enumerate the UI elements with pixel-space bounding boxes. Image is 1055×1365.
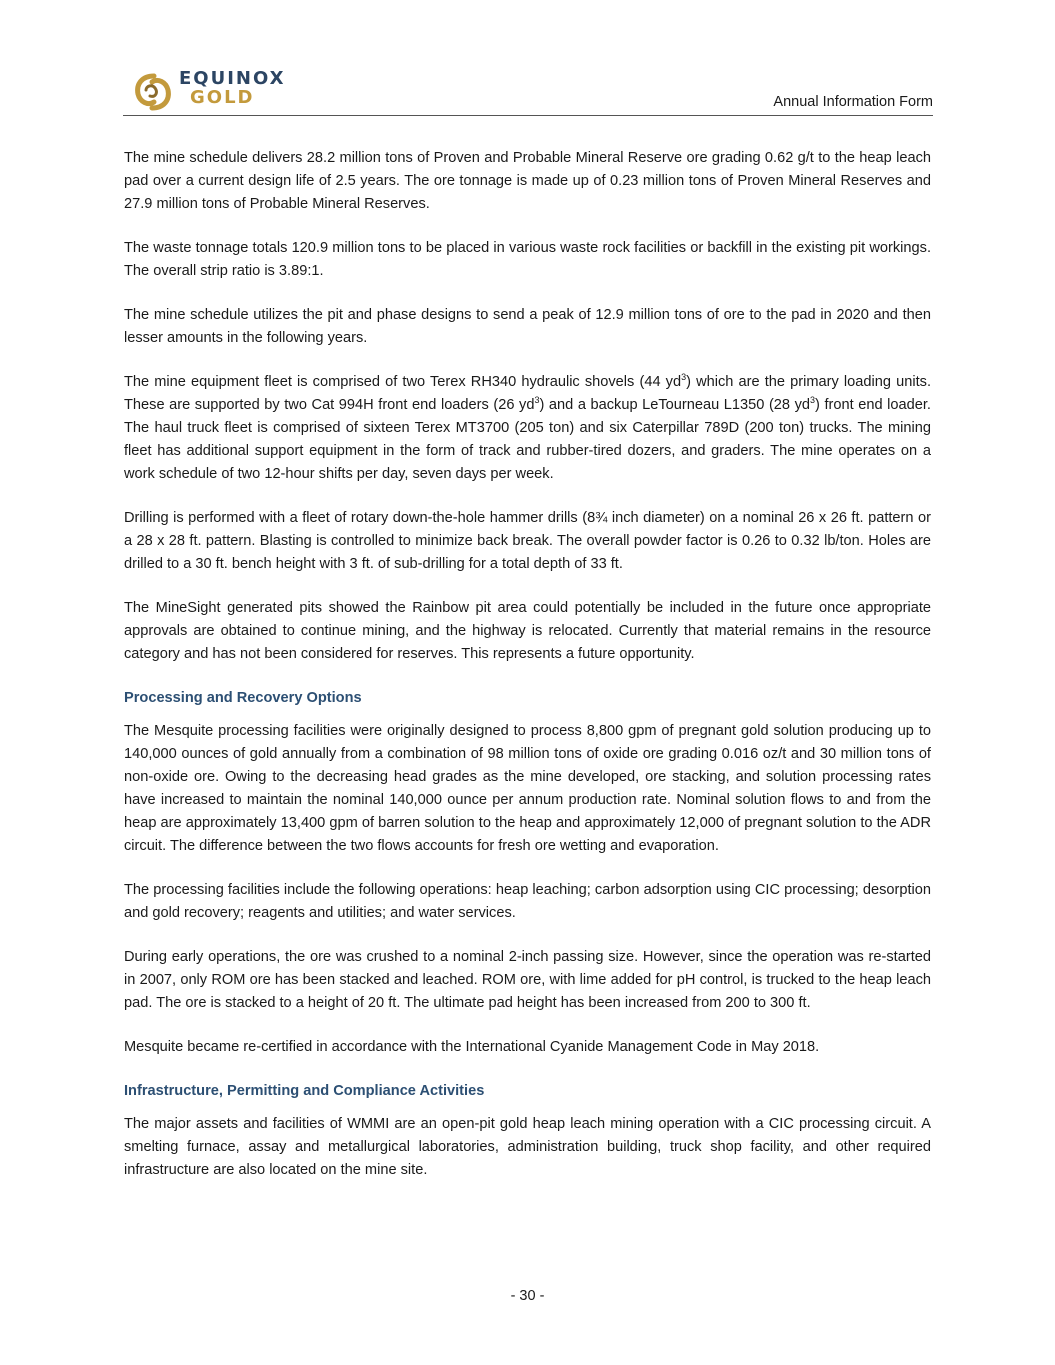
page-header	[123, 70, 933, 116]
paragraph-minesight: The MineSight generated pits showed the Rainbow pit area could potentially be included in the future once appropriate approvals are obtained to continue mining, and the highway is relocated. Currently that material remains in the resource category and has not been considered for reserves. This represents a future opportunity.	[124, 600, 931, 662]
page-number: - 30 -	[510, 1288, 545, 1304]
paragraph-major-assets: The major assets and facilities of WMMI are an open-pit gold heap leach mining operation with a CIC processing circuit. A smelting furnace, assay and metallurgical laboratories, administration building, truck shop facility, and other required infrastructure are also located on the mine site.	[124, 1116, 931, 1178]
paragraph-processing-operations: The processing facilities include the following operations: heap leaching; carbon adsorption using CIC processing; desorption and gold recovery; reagents and utilities; and water services.	[124, 882, 931, 921]
page-body	[124, 147, 931, 1203]
paragraph-early-operations: During early operations, the ore was crushed to a nominal 2-inch passing size. However, since the operation was re-started in 2007, only ROM ore has been stacked and leached. ROM ore, with lime added for pH control, is trucked to the heap leach pad. The ore is stacked to a height of 20 ft. The ultimate pad height has been increased from 200 to 300 ft.	[124, 949, 931, 1011]
document-title: Annual Information Form	[773, 94, 933, 110]
paragraph-pit-phase: The mine schedule utilizes the pit and phase designs to send a peak of 12.9 million tons of ore to the pad in 2020 and then lesser amounts in the following years.	[124, 307, 931, 346]
superscript-3: 3	[534, 395, 540, 406]
paragraph-waste-tonnage: The waste tonnage totals 120.9 million tons to be placed in various waste rock facilities or backfill in the existing pit workings. The overall strip ratio is 3.89:1.	[124, 240, 931, 279]
paragraph-processing-facilities: The Mesquite processing facilities were originally designed to process 8,800 gpm of pregnant gold solution producing up to 140,000 ounces of gold annually from a combination of 98 million tons of oxide ore grading 0.016 oz/t and 30 million tons of non-oxide ore. Owing to the decreasing head grades as the mine developed, ore stacking, and solution processing rates have increased to maintain the nominal 140,000 ounce per annum production rate. Nominal solution flows to and from the heap are approximately 13,400 gpm of barren solution to the heap and approximately 12,000 of pregnant solution to the ADR circuit. The difference between the two flows accounts for fresh ore wetting and evaporation.	[124, 723, 931, 854]
fleet-text-3: ) and a backup LeTourneau L1350 (28 yd	[539, 397, 811, 413]
equinox-logo-mark-icon	[132, 72, 174, 112]
logo-text-gold: GOLD	[190, 87, 255, 108]
paragraph-drilling: Drilling is performed with a fleet of rotary down-the-hole hammer drills (8¾ inch diameter) on a nominal 26 x 26 ft. pattern or a 28 x 28 ft. pattern. Blasting is controlled to minimize back break. The overall powder factor is 0.26 to 0.32 lb/ton. Holes are drilled to a 30 ft. bench height with 3 ft. of sub-drilling for a total depth of 33 ft.	[124, 510, 931, 572]
logo-text-equinox: EQUINOX	[179, 68, 286, 89]
logo-wordmark	[179, 70, 286, 107]
superscript-3: 3	[681, 372, 687, 383]
header-divider	[123, 115, 933, 116]
fleet-text-2: ) which are the primary loading units. These are supported by two Cat 994H front end loaders (26 yd	[124, 374, 931, 413]
paragraph-mine-schedule: The mine schedule delivers 28.2 million tons of Proven and Probable Mineral Reserve ore grading 0.62 g/t to the heap leach pad over a current design life of 2.5 years. The ore tonnage is made up of 0.23 million tons of Proven Mineral Reserves and 27.9 million tons of Probable Mineral Reserves.	[124, 150, 931, 212]
section-heading-infrastructure: Infrastructure, Permitting and Compliance Activities	[124, 1083, 485, 1099]
fleet-text-4: ) front end loader. The haul truck fleet is comprised of sixteen Terex MT3700 (205 ton) and six Caterpillar 789D (200 ton) trucks. The mining fleet has additional support equipment in the form of track and rubber-tired dozers, and graders. The mine operates on a work schedule of two 12-hour shifts per day, seven days per week.	[124, 397, 931, 482]
section-heading-processing: Processing and Recovery Options	[124, 690, 362, 706]
paragraph-cyanide-code: Mesquite became re-certified in accordance with the International Cyanide Management Code in May 2018.	[124, 1039, 820, 1055]
paragraph-equipment-fleet	[124, 371, 931, 486]
superscript-3: 3	[810, 395, 816, 406]
fleet-text-1: The mine equipment fleet is comprised of two Terex RH340 hydraulic shovels (44 yd	[124, 374, 682, 390]
